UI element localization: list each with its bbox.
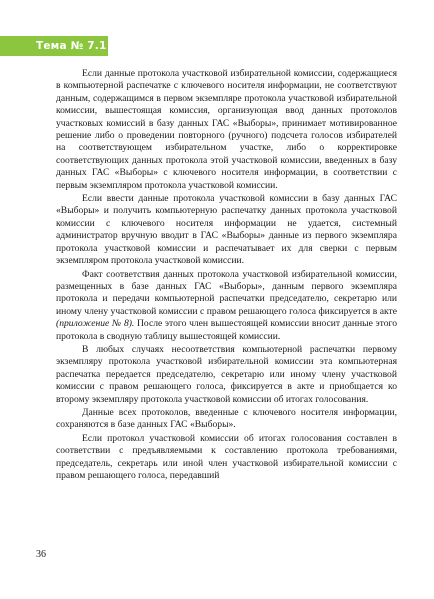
paragraph: Если ввести данные протокола участковой комиссии в базу данных ГАС «Выборы» и получить компьютерную распечатку данных протокола участковой комиссии с ключевого носителя информации не удается, системный администратор вручную вводит в ГАС «Выборы» данные из первого экземпляра протокола участковой комиссии и распечатывает их для сверки с первым экземпляром протокола участковой комиссии. (56, 193, 397, 267)
paragraph-text: Факт соответствия данных протокола участковой избирательной комиссии, размещенных в базе данных ГАС «Выборы», данным первого экземпляра протокола и передачи компьютерной распечатки председателю, секретарю или иному члену участковой комиссии с правом решающего голоса фиксируется в акте (56, 268, 397, 317)
paragraph (56, 269, 397, 343)
paragraph-text: После этого член вышестоящей комиссии вносит данные этого протокола в сводную таблицу вышестоящей комиссии. (56, 318, 398, 342)
paragraph: Если данные протокола участковой избирательной комиссии, содержащиеся в компьютерной распечатке с ключевого носителя информации, не соответствуют данным, содержащимся в первом экземпляре протокола участковой избирательной комиссии, вышестоящая комиссия, организующая ввод данных протоколов участковых комиссий в базу данных ГАС «Выборы», принимает мотивированное решение либо о проведении повторного (ручного) подсчета голосов избирателей на соответствующем избирательном участке, либо о корректировке соответствующих данных протокола этой участковой комиссии, введенных в базу данных ГАС «Выборы» с ключевого носителя информации, в соответствии с первым экземпляром протокола участковой комиссии. (56, 68, 397, 191)
page-number: 36 (36, 549, 46, 560)
paragraph: Данные всех протоколов, введенные с ключевого носителя информации, сохраняются в базе данных ГАС «Выборы». (56, 406, 397, 431)
paragraph: Если протокол участковой комиссии об итогах голосования составлен в соответствии с предъявляемыми к составлению протокола требованиями, председатель, секретарь или иной член участковой избирательной комиссии с правом решающего голоса, передавший (56, 432, 397, 481)
appendix-reference: (приложение № 8). (56, 318, 135, 330)
page-content (56, 68, 397, 482)
topic-badge (0, 36, 108, 56)
paragraph: В любых случаях несоответствия компьютерной распечатки первому экземпляру протокола участковой избирательной комиссии эта компьютерная распечатка передается председателю, секретарю или иному члену участковой комиссии с правом решающего голоса, фиксируется в акте и приобщается ко второму экземпляру протокола участковой комиссии об итогах голосования. (56, 343, 397, 405)
topic-label: Тема № 7.1 (36, 40, 107, 52)
